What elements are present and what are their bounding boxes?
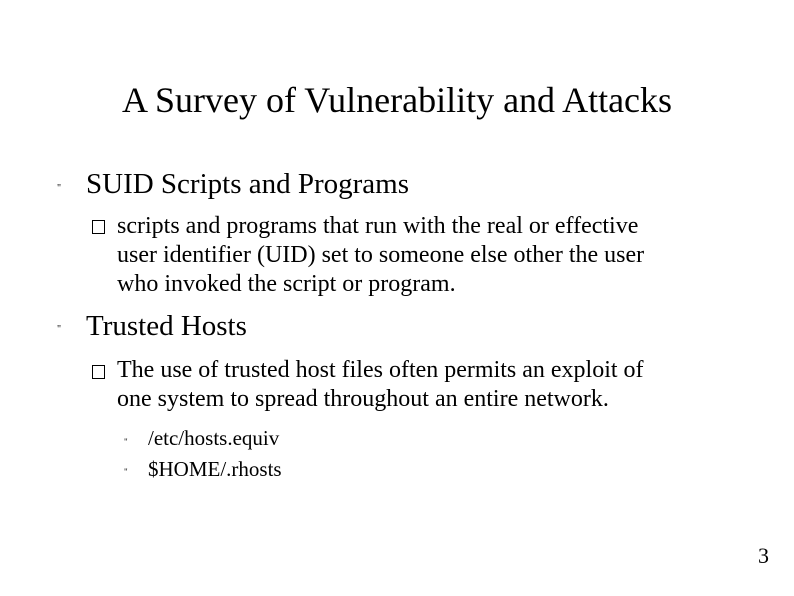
subpoint-hosts-equiv: /etc/hosts.equiv <box>148 426 280 450</box>
sub-sub-bullet-marker: " <box>124 467 128 477</box>
point-line: who invoked the script or program. <box>117 271 456 297</box>
point-text-trusted-hosts <box>117 356 757 414</box>
page-number: 3 <box>758 543 769 568</box>
sub-bullet-box-icon <box>92 220 105 234</box>
section-heading-trusted-hosts: Trusted Hosts <box>86 310 247 342</box>
bullet-marker: " <box>57 183 62 194</box>
bullet-marker: " <box>57 324 62 335</box>
point-line: scripts and programs that run with the real or effective <box>117 213 639 239</box>
section-heading-suid: SUID Scripts and Programs <box>86 168 410 200</box>
sub-bullet-box-icon <box>92 365 105 379</box>
slide-title: A Survey of Vulnerability and Attacks <box>121 80 673 120</box>
point-line: The use of trusted host files often permits an exploit of <box>117 357 644 383</box>
point-text-suid <box>117 212 757 299</box>
point-line: one system to spread throughout an entire network. <box>117 386 609 412</box>
sub-sub-bullet-marker: " <box>124 437 128 447</box>
point-line: user identifier (UID) set to someone else other the user <box>117 242 645 268</box>
subpoint-rhosts: $HOME/.rhosts <box>148 457 282 481</box>
